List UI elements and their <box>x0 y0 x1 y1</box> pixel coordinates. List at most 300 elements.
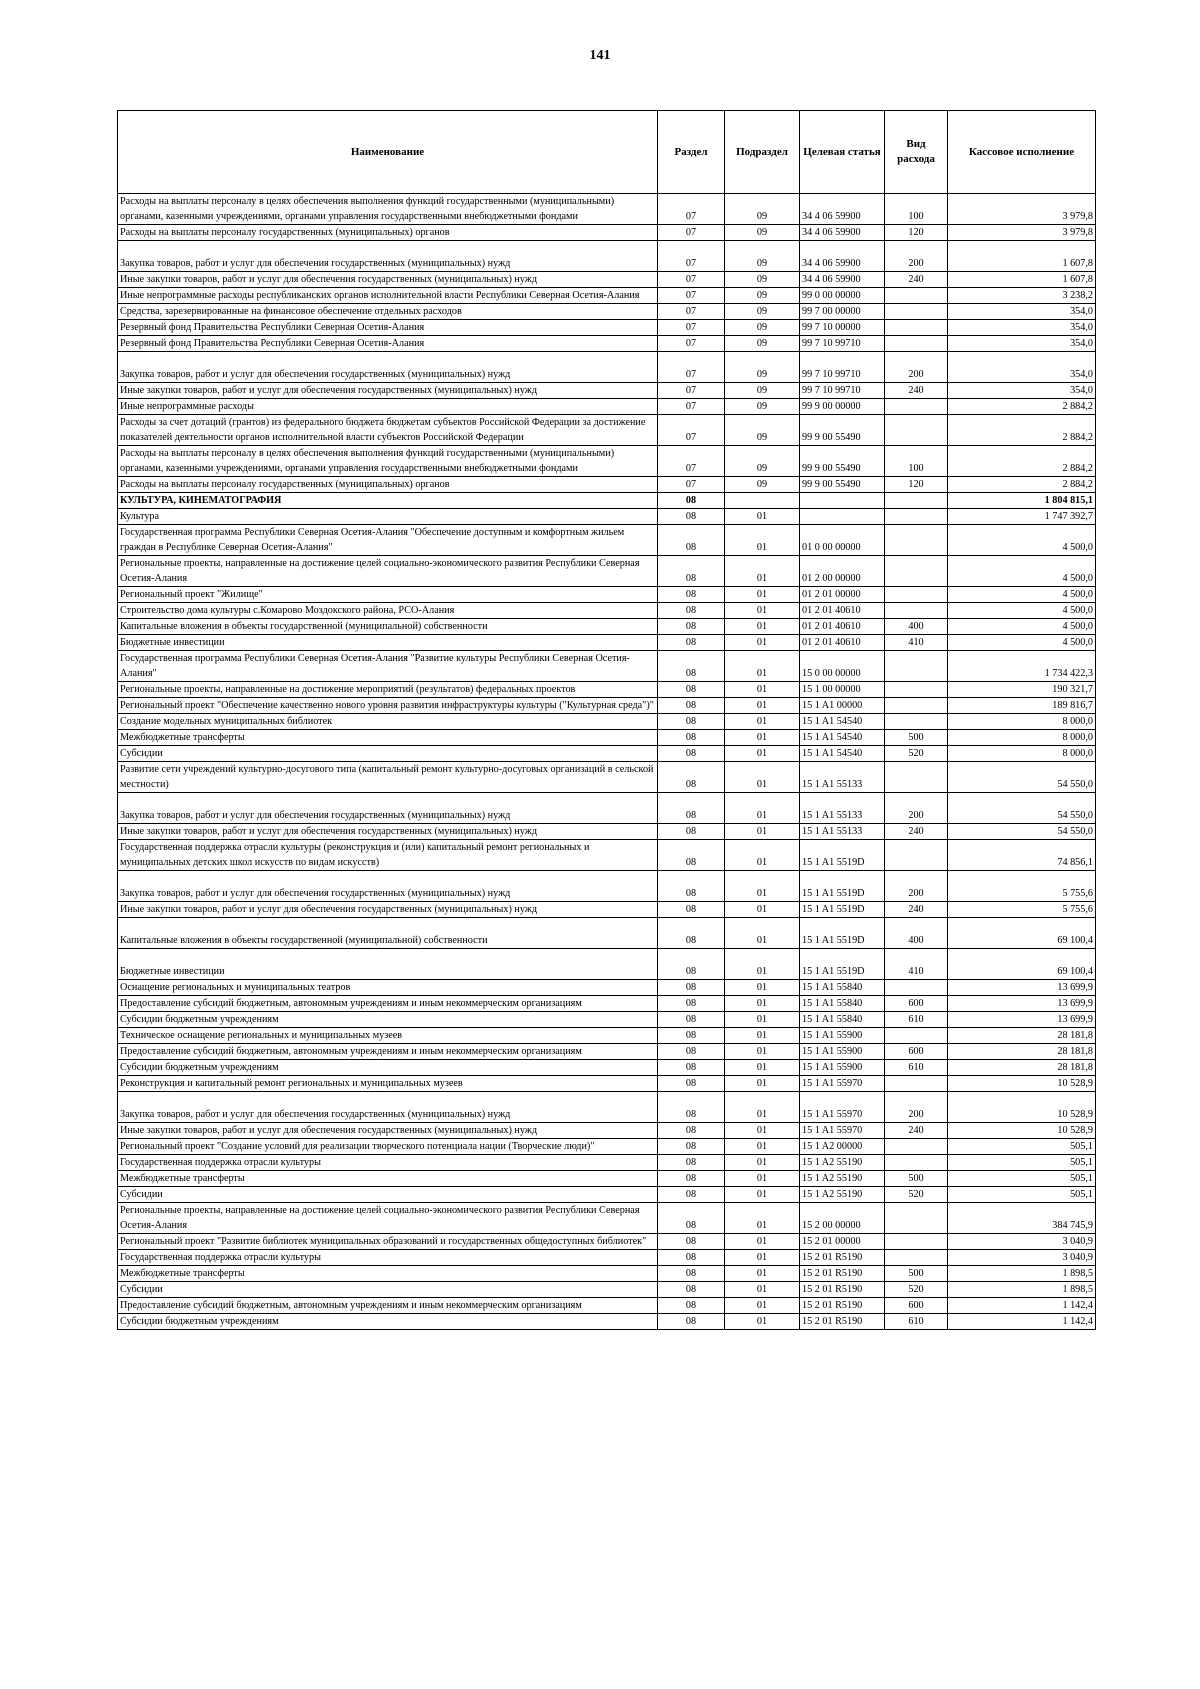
row-podrazdel: 01 <box>725 1250 800 1266</box>
row-podrazdel: 09 <box>725 336 800 352</box>
row-razdel: 08 <box>658 902 725 918</box>
row-target-article: 15 1 A1 55970 <box>800 1092 885 1123</box>
table-row <box>118 762 1096 793</box>
row-name: Расходы на выплаты персоналу государственных (муниципальных) органов <box>118 225 658 241</box>
table-row <box>118 1298 1096 1314</box>
row-cash-execution: 3 040,9 <box>948 1250 1096 1266</box>
row-expense-type <box>885 304 948 320</box>
row-expense-type: 610 <box>885 1012 948 1028</box>
row-target-article: 15 2 01 R5190 <box>800 1250 885 1266</box>
table-row <box>118 525 1096 556</box>
row-target-article: 15 2 01 R5190 <box>800 1298 885 1314</box>
row-podrazdel: 01 <box>725 1123 800 1139</box>
row-target-article: 15 1 A1 55133 <box>800 762 885 793</box>
row-name: Региональный проект "Жилище" <box>118 587 658 603</box>
row-razdel: 07 <box>658 477 725 493</box>
table-row <box>118 241 1096 272</box>
row-razdel: 08 <box>658 1250 725 1266</box>
row-name: Субсидии бюджетным учреждениям <box>118 1012 658 1028</box>
table-row <box>118 730 1096 746</box>
row-target-article: 99 7 10 00000 <box>800 320 885 336</box>
row-expense-type <box>885 762 948 793</box>
table-row <box>118 824 1096 840</box>
row-razdel: 08 <box>658 840 725 871</box>
row-name: Иные непрограммные расходы республиканских органов исполнительной власти Республики Северная Осетия-Алания <box>118 288 658 304</box>
row-podrazdel: 01 <box>725 1298 800 1314</box>
row-name: Закупка товаров, работ и услуг для обеспечения государственных (муниципальных) нужд <box>118 871 658 902</box>
row-name: Региональный проект "Создание условий для реализации творческого потенциала нации (Творческие люди)" <box>118 1139 658 1155</box>
row-name: Межбюджетные трансферты <box>118 730 658 746</box>
row-target-article: 15 1 A1 55900 <box>800 1028 885 1044</box>
row-cash-execution: 1 898,5 <box>948 1266 1096 1282</box>
row-target-article: 15 2 01 R5190 <box>800 1282 885 1298</box>
row-cash-execution: 5 755,6 <box>948 871 1096 902</box>
header-podrazdel: Подраздел <box>725 111 800 194</box>
row-expense-type: 200 <box>885 793 948 824</box>
row-razdel: 07 <box>658 415 725 446</box>
row-name: Межбюджетные трансферты <box>118 1266 658 1282</box>
row-name: Расходы на выплаты персоналу в целях обеспечения выполнения функций государственными (муниципальными) органами, казенными учреждениями, органами управления государственными внебюджетными фондами <box>118 194 658 225</box>
header-target-article: Целевая статья <box>800 111 885 194</box>
row-name: Региональные проекты, направленные на достижение мероприятий (результатов) федеральных проектов <box>118 682 658 698</box>
row-cash-execution: 1 142,4 <box>948 1314 1096 1330</box>
row-expense-type: 610 <box>885 1314 948 1330</box>
row-razdel: 08 <box>658 1266 725 1282</box>
table-row <box>118 272 1096 288</box>
row-razdel: 08 <box>658 996 725 1012</box>
table-row <box>118 840 1096 871</box>
table-row <box>118 1012 1096 1028</box>
row-cash-execution: 1 607,8 <box>948 241 1096 272</box>
row-target-article: 15 1 A1 00000 <box>800 698 885 714</box>
row-podrazdel: 01 <box>725 1076 800 1092</box>
row-razdel: 08 <box>658 793 725 824</box>
row-expense-type <box>885 336 948 352</box>
row-expense-type <box>885 1250 948 1266</box>
row-expense-type: 600 <box>885 996 948 1012</box>
row-name: Расходы за счет дотаций (грантов) из федерального бюджета бюджетам субъектов Российской Федерации за достижение показателей деятельности органов исполнительной власти субъектов Российской Федерации <box>118 415 658 446</box>
row-cash-execution: 13 699,9 <box>948 980 1096 996</box>
table-row <box>118 619 1096 635</box>
row-podrazdel: 01 <box>725 1234 800 1250</box>
row-cash-execution: 3 979,8 <box>948 194 1096 225</box>
table-row <box>118 918 1096 949</box>
row-expense-type <box>885 587 948 603</box>
table-row <box>118 1314 1096 1330</box>
row-razdel: 07 <box>658 288 725 304</box>
row-razdel: 08 <box>658 980 725 996</box>
row-expense-type <box>885 1203 948 1234</box>
table-row <box>118 1123 1096 1139</box>
table-row <box>118 1139 1096 1155</box>
row-target-article: 99 0 00 00000 <box>800 288 885 304</box>
row-name: Государственная программа Республики Северная Осетия-Алания "Развитие культуры Республики Северная Осетия-Алания" <box>118 651 658 682</box>
row-target-article: 15 2 00 00000 <box>800 1203 885 1234</box>
row-name: Предоставление субсидий бюджетным, автономным учреждениям и иным некоммерческим организациям <box>118 996 658 1012</box>
row-podrazdel: 01 <box>725 587 800 603</box>
row-razdel: 08 <box>658 1314 725 1330</box>
row-expense-type <box>885 1234 948 1250</box>
row-name: Развитие сети учреждений культурно-досугового типа (капитальный ремонт культурно-досуговых организаций в сельской местности) <box>118 762 658 793</box>
row-name: Региональные проекты, направленные на достижение целей социально-экономического развития Республики Северная Осетия-Алания <box>118 556 658 587</box>
row-cash-execution: 2 884,2 <box>948 415 1096 446</box>
row-expense-type <box>885 415 948 446</box>
row-cash-execution: 4 500,0 <box>948 603 1096 619</box>
row-name: Реконструкция и капитальный ремонт региональных и муниципальных музеев <box>118 1076 658 1092</box>
row-podrazdel: 01 <box>725 1139 800 1155</box>
row-expense-type: 600 <box>885 1044 948 1060</box>
row-razdel: 08 <box>658 1155 725 1171</box>
row-cash-execution: 28 181,8 <box>948 1060 1096 1076</box>
row-razdel: 08 <box>658 824 725 840</box>
row-name: Капитальные вложения в объекты государственной (муниципальной) собственности <box>118 619 658 635</box>
row-podrazdel: 01 <box>725 525 800 556</box>
row-razdel: 07 <box>658 225 725 241</box>
table-row <box>118 1044 1096 1060</box>
row-target-article: 15 1 A1 5519D <box>800 871 885 902</box>
row-name: Государственная поддержка отрасли культуры (реконструкция и (или) капитальный ремонт региональных и муниципальных детских школ искусств по видам искусств) <box>118 840 658 871</box>
row-target-article: 15 1 A1 5519D <box>800 840 885 871</box>
row-podrazdel: 01 <box>725 1012 800 1028</box>
row-cash-execution: 354,0 <box>948 352 1096 383</box>
table-row <box>118 587 1096 603</box>
table-row <box>118 320 1096 336</box>
row-target-article: 01 2 01 40610 <box>800 635 885 651</box>
table-row <box>118 603 1096 619</box>
row-podrazdel: 01 <box>725 714 800 730</box>
row-expense-type: 500 <box>885 730 948 746</box>
row-expense-type <box>885 525 948 556</box>
table-row <box>118 949 1096 980</box>
table-row <box>118 980 1096 996</box>
table-row <box>118 1282 1096 1298</box>
row-target-article: 15 1 A1 55900 <box>800 1044 885 1060</box>
row-razdel: 08 <box>658 1282 725 1298</box>
row-podrazdel: 01 <box>725 1187 800 1203</box>
row-cash-execution: 354,0 <box>948 383 1096 399</box>
row-expense-type <box>885 1076 948 1092</box>
row-name: Субсидии бюджетным учреждениям <box>118 1060 658 1076</box>
row-name: Региональные проекты, направленные на достижение целей социально-экономического развития Республики Северная Осетия-Алания <box>118 1203 658 1234</box>
row-name: Строительство дома культуры с.Комарово Моздокского района, РСО-Алания <box>118 603 658 619</box>
row-razdel: 08 <box>658 1298 725 1314</box>
row-target-article: 01 2 01 00000 <box>800 587 885 603</box>
table-row <box>118 698 1096 714</box>
row-cash-execution: 54 550,0 <box>948 793 1096 824</box>
row-razdel: 07 <box>658 352 725 383</box>
table-row <box>118 651 1096 682</box>
row-name: Резервный фонд Правительства Республики Северная Осетия-Алания <box>118 336 658 352</box>
row-razdel: 08 <box>658 1139 725 1155</box>
row-target-article: 15 2 01 00000 <box>800 1234 885 1250</box>
row-cash-execution: 8 000,0 <box>948 714 1096 730</box>
row-name: Бюджетные инвестиции <box>118 635 658 651</box>
row-cash-execution: 2 884,2 <box>948 477 1096 493</box>
row-cash-execution: 1 607,8 <box>948 272 1096 288</box>
row-razdel: 07 <box>658 320 725 336</box>
row-expense-type <box>885 1028 948 1044</box>
row-podrazdel: 01 <box>725 996 800 1012</box>
row-cash-execution: 28 181,8 <box>948 1044 1096 1060</box>
row-podrazdel: 09 <box>725 272 800 288</box>
row-target-article: 15 1 A2 55190 <box>800 1187 885 1203</box>
row-cash-execution: 190 321,7 <box>948 682 1096 698</box>
table-row <box>118 1076 1096 1092</box>
row-name: Закупка товаров, работ и услуг для обеспечения государственных (муниципальных) нужд <box>118 241 658 272</box>
row-razdel: 08 <box>658 714 725 730</box>
row-target-article <box>800 493 885 509</box>
row-cash-execution: 4 500,0 <box>948 556 1096 587</box>
row-target-article: 34 4 06 59900 <box>800 272 885 288</box>
row-target-article: 15 1 A1 5519D <box>800 918 885 949</box>
row-target-article: 15 1 A2 00000 <box>800 1139 885 1155</box>
row-name: Закупка товаров, работ и услуг для обеспечения государственных (муниципальных) нужд <box>118 352 658 383</box>
table-row <box>118 1266 1096 1282</box>
row-cash-execution: 354,0 <box>948 304 1096 320</box>
row-expense-type: 600 <box>885 1298 948 1314</box>
row-podrazdel: 09 <box>725 352 800 383</box>
row-name: Иные закупки товаров, работ и услуг для обеспечения государственных (муниципальных) нужд <box>118 272 658 288</box>
row-podrazdel: 01 <box>725 682 800 698</box>
row-expense-type: 100 <box>885 446 948 477</box>
row-cash-execution: 69 100,4 <box>948 949 1096 980</box>
row-name: Расходы на выплаты персоналу государственных (муниципальных) органов <box>118 477 658 493</box>
row-podrazdel: 09 <box>725 477 800 493</box>
row-cash-execution: 4 500,0 <box>948 525 1096 556</box>
row-cash-execution: 505,1 <box>948 1139 1096 1155</box>
row-podrazdel: 01 <box>725 730 800 746</box>
page-number: 141 <box>589 48 611 63</box>
row-target-article: 99 9 00 55490 <box>800 477 885 493</box>
table-header-row <box>118 111 1096 194</box>
row-target-article: 34 4 06 59900 <box>800 241 885 272</box>
row-cash-execution: 13 699,9 <box>948 1012 1096 1028</box>
row-name: КУЛЬТУРА, КИНЕМАТОГРАФИЯ <box>118 493 658 509</box>
row-expense-type <box>885 840 948 871</box>
row-cash-execution: 3 238,2 <box>948 288 1096 304</box>
row-podrazdel: 01 <box>725 1282 800 1298</box>
table-row <box>118 1092 1096 1123</box>
row-name: Иные закупки товаров, работ и услуг для обеспечения государственных (муниципальных) нужд <box>118 383 658 399</box>
row-podrazdel: 01 <box>725 1044 800 1060</box>
row-razdel: 08 <box>658 1234 725 1250</box>
row-target-article: 15 1 A1 5519D <box>800 949 885 980</box>
row-razdel: 07 <box>658 272 725 288</box>
row-podrazdel: 01 <box>725 902 800 918</box>
table-row <box>118 996 1096 1012</box>
row-name: Иные закупки товаров, работ и услуг для обеспечения государственных (муниципальных) нужд <box>118 902 658 918</box>
row-cash-execution: 69 100,4 <box>948 918 1096 949</box>
table-row <box>118 352 1096 383</box>
row-razdel: 08 <box>658 871 725 902</box>
row-name: Государственная программа Республики Северная Осетия-Алания "Обеспечение доступным и комфортным жильем граждан в Республике Северная Осетия-Алания" <box>118 525 658 556</box>
row-target-article: 99 9 00 55490 <box>800 446 885 477</box>
row-expense-type: 200 <box>885 352 948 383</box>
row-razdel: 08 <box>658 1187 725 1203</box>
row-podrazdel: 01 <box>725 949 800 980</box>
row-expense-type: 240 <box>885 383 948 399</box>
row-podrazdel: 01 <box>725 1171 800 1187</box>
row-razdel: 07 <box>658 304 725 320</box>
row-razdel: 08 <box>658 746 725 762</box>
row-name: Предоставление субсидий бюджетным, автономным учреждениям и иным некоммерческим организациям <box>118 1044 658 1060</box>
row-target-article: 34 4 06 59900 <box>800 194 885 225</box>
row-name: Оснащение региональных и муниципальных театров <box>118 980 658 996</box>
row-razdel: 07 <box>658 336 725 352</box>
row-cash-execution: 189 816,7 <box>948 698 1096 714</box>
row-target-article: 15 1 A1 55133 <box>800 793 885 824</box>
row-cash-execution: 4 500,0 <box>948 619 1096 635</box>
row-cash-execution: 3 979,8 <box>948 225 1096 241</box>
row-cash-execution: 505,1 <box>948 1171 1096 1187</box>
row-target-article: 15 1 A2 55190 <box>800 1171 885 1187</box>
row-target-article: 99 9 00 00000 <box>800 399 885 415</box>
row-podrazdel: 09 <box>725 399 800 415</box>
header-cash-execution: Кассовое исполнение <box>948 111 1096 194</box>
row-expense-type: 240 <box>885 824 948 840</box>
row-expense-type: 400 <box>885 918 948 949</box>
row-podrazdel: 09 <box>725 320 800 336</box>
row-expense-type <box>885 556 948 587</box>
row-name: Иные закупки товаров, работ и услуг для обеспечения государственных (муниципальных) нужд <box>118 1123 658 1139</box>
row-razdel: 08 <box>658 651 725 682</box>
row-target-article: 01 2 01 40610 <box>800 619 885 635</box>
row-expense-type <box>885 714 948 730</box>
row-expense-type <box>885 682 948 698</box>
row-name: Расходы на выплаты персоналу в целях обеспечения выполнения функций государственными (муниципальными) органами, казенными учреждениями, органами управления государственными внебюджетными фондами <box>118 446 658 477</box>
row-name: Иные непрограммные расходы <box>118 399 658 415</box>
table-row <box>118 288 1096 304</box>
row-cash-execution: 4 500,0 <box>948 635 1096 651</box>
row-expense-type: 500 <box>885 1171 948 1187</box>
header-razdel: Раздел <box>658 111 725 194</box>
row-razdel: 08 <box>658 509 725 525</box>
row-podrazdel: 01 <box>725 824 800 840</box>
row-cash-execution: 10 528,9 <box>948 1123 1096 1139</box>
row-target-article: 15 1 A1 54540 <box>800 714 885 730</box>
row-razdel: 08 <box>658 635 725 651</box>
row-name: Резервный фонд Правительства Республики Северная Осетия-Алания <box>118 320 658 336</box>
row-target-article: 99 7 10 99710 <box>800 336 885 352</box>
row-target-article: 15 1 A1 55900 <box>800 1060 885 1076</box>
row-target-article: 15 1 00 00000 <box>800 682 885 698</box>
row-cash-execution: 505,1 <box>948 1155 1096 1171</box>
row-podrazdel: 01 <box>725 556 800 587</box>
row-expense-type: 500 <box>885 1266 948 1282</box>
row-cash-execution: 1 804 815,1 <box>948 493 1096 509</box>
row-expense-type <box>885 1139 948 1155</box>
row-cash-execution: 1 142,4 <box>948 1298 1096 1314</box>
row-target-article: 99 7 10 99710 <box>800 383 885 399</box>
row-target-article: 15 1 A1 55840 <box>800 1012 885 1028</box>
row-target-article: 15 1 A1 54540 <box>800 746 885 762</box>
row-name: Региональный проект "Развитие библиотек муниципальных образований и государственных общедоступных библиотек" <box>118 1234 658 1250</box>
row-razdel: 08 <box>658 949 725 980</box>
row-razdel: 08 <box>658 1044 725 1060</box>
row-target-article: 15 1 A1 55970 <box>800 1123 885 1139</box>
table-row <box>118 1203 1096 1234</box>
row-razdel: 08 <box>658 493 725 509</box>
row-podrazdel: 01 <box>725 762 800 793</box>
row-target-article: 15 2 01 R5190 <box>800 1314 885 1330</box>
row-name: Межбюджетные трансферты <box>118 1171 658 1187</box>
row-target-article: 15 1 A2 55190 <box>800 1155 885 1171</box>
table-row <box>118 336 1096 352</box>
row-podrazdel: 01 <box>725 1092 800 1123</box>
row-expense-type <box>885 980 948 996</box>
row-razdel: 08 <box>658 1076 725 1092</box>
table-row <box>118 793 1096 824</box>
row-target-article: 15 1 A1 54540 <box>800 730 885 746</box>
row-expense-type: 610 <box>885 1060 948 1076</box>
row-expense-type: 240 <box>885 272 948 288</box>
row-name: Закупка товаров, работ и услуг для обеспечения государственных (муниципальных) нужд <box>118 1092 658 1123</box>
table-row <box>118 225 1096 241</box>
table-row <box>118 1060 1096 1076</box>
row-razdel: 08 <box>658 1060 725 1076</box>
row-podrazdel: 09 <box>725 383 800 399</box>
row-expense-type <box>885 509 948 525</box>
table-row <box>118 1250 1096 1266</box>
table-row <box>118 304 1096 320</box>
row-cash-execution: 505,1 <box>948 1187 1096 1203</box>
row-cash-execution: 10 528,9 <box>948 1076 1096 1092</box>
row-target-article: 01 2 00 00000 <box>800 556 885 587</box>
table-row <box>118 383 1096 399</box>
row-razdel: 08 <box>658 1123 725 1139</box>
row-podrazdel: 01 <box>725 603 800 619</box>
row-podrazdel: 01 <box>725 1266 800 1282</box>
row-cash-execution: 8 000,0 <box>948 746 1096 762</box>
row-target-article: 15 1 A1 5519D <box>800 902 885 918</box>
table-row <box>118 714 1096 730</box>
row-name: Региональный проект "Обеспечение качественно нового уровня развития инфраструктуры культуры ("Культурная среда")" <box>118 698 658 714</box>
row-razdel: 07 <box>658 241 725 272</box>
row-razdel: 08 <box>658 587 725 603</box>
row-podrazdel: 01 <box>725 1203 800 1234</box>
row-cash-execution: 2 884,2 <box>948 446 1096 477</box>
row-expense-type: 410 <box>885 635 948 651</box>
table-row <box>118 1171 1096 1187</box>
table-row <box>118 415 1096 446</box>
row-razdel: 08 <box>658 762 725 793</box>
row-cash-execution: 1 734 422,3 <box>948 651 1096 682</box>
row-target-article: 99 7 00 00000 <box>800 304 885 320</box>
row-cash-execution: 1 898,5 <box>948 1282 1096 1298</box>
row-target-article: 15 1 A1 55840 <box>800 996 885 1012</box>
row-razdel: 07 <box>658 399 725 415</box>
row-cash-execution: 2 884,2 <box>948 399 1096 415</box>
row-razdel: 08 <box>658 698 725 714</box>
row-cash-execution: 4 500,0 <box>948 587 1096 603</box>
row-name: Капитальные вложения в объекты государственной (муниципальной) собственности <box>118 918 658 949</box>
row-podrazdel: 01 <box>725 619 800 635</box>
table-row <box>118 1028 1096 1044</box>
row-cash-execution: 5 755,6 <box>948 902 1096 918</box>
row-cash-execution: 13 699,9 <box>948 996 1096 1012</box>
row-expense-type: 240 <box>885 902 948 918</box>
row-expense-type <box>885 399 948 415</box>
row-podrazdel: 01 <box>725 698 800 714</box>
row-name: Субсидии <box>118 1282 658 1298</box>
row-expense-type: 120 <box>885 477 948 493</box>
row-cash-execution: 354,0 <box>948 336 1096 352</box>
row-podrazdel: 01 <box>725 840 800 871</box>
row-cash-execution: 8 000,0 <box>948 730 1096 746</box>
row-podrazdel: 09 <box>725 446 800 477</box>
table-row <box>118 871 1096 902</box>
row-razdel: 08 <box>658 619 725 635</box>
